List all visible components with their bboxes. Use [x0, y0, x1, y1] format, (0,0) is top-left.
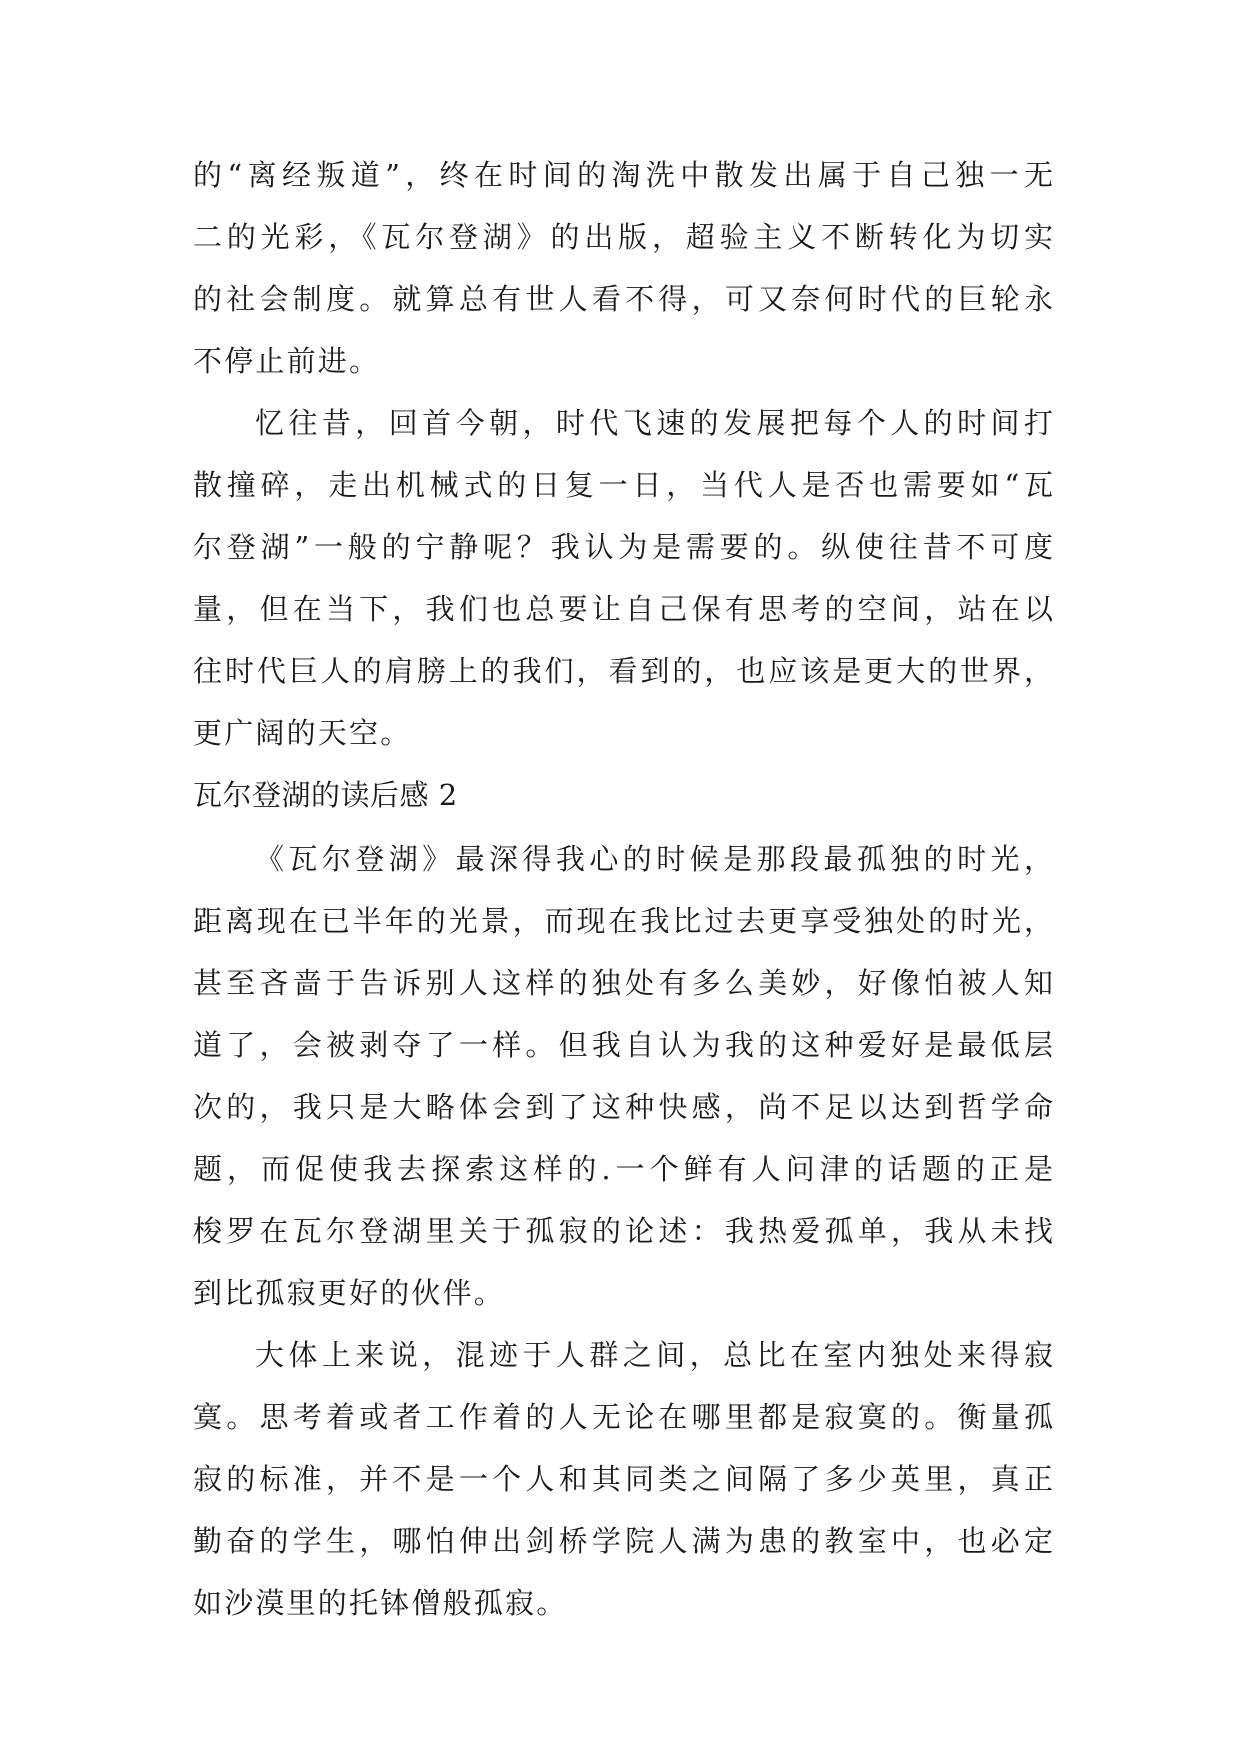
paragraph-2-line-4: 量，但在当下，我们也总要让自己保有思考的空间，站在以: [193, 592, 1053, 626]
paragraph-4-line-4: 勤奋的学生，哪怕伸出剑桥学院人满为患的教室中，也必定: [193, 1524, 1053, 1558]
paragraph-3-line-4: 道了，会被剥夺了一样。但我自认为我的这种爱好是最低层: [193, 1028, 1053, 1062]
paragraph-1-line-2: 二的光彩，《瓦尔登湖》的出版，超验主义不断转化为切实: [193, 220, 1053, 254]
paragraph-2-line-1: 忆往昔，回首今朝，时代飞速的发展把每个人的时间打: [255, 406, 1053, 440]
paragraph-1-line-4: 不停止前进。: [193, 344, 381, 378]
paragraph-3-line-7: 梭罗在瓦尔登湖里关于孤寂的论述：我热爱孤单，我从未找: [193, 1214, 1053, 1248]
paragraph-3-line-1: 《瓦尔登湖》最深得我心的时候是那段最孤独的时光，: [255, 842, 1053, 876]
paragraph-3-line-8: 到比孤寂更好的伙伴。: [193, 1276, 506, 1310]
paragraph-2-line-2: 散撞碎，走出机械式的日复一日，当代人是否也需要如“瓦: [193, 468, 1053, 502]
paragraph-1-line-1: 的“离经叛道”，终在时间的淘洗中散发出属于自己独一无: [193, 158, 1053, 192]
paragraph-1-line-3: 的社会制度。就算总有世人看不得，可又奈何时代的巨轮永: [193, 282, 1053, 316]
paragraph-2-line-5: 往时代巨人的肩膀上的我们，看到的，也应该是更大的世界，: [193, 654, 1053, 688]
paragraph-4-line-3: 寂的标准，并不是一个人和其同类之间隔了多少英里，真正: [193, 1462, 1053, 1496]
paragraph-4-line-5: 如沙漠里的托钵僧般孤寂。: [193, 1586, 568, 1620]
paragraph-2-line-6: 更广阔的天空。: [193, 716, 412, 750]
paragraph-4-line-2: 寞。思考着或者工作着的人无论在哪里都是寂寞的。衡量孤: [193, 1400, 1053, 1434]
section-heading: 瓦尔登湖的读后感 2: [193, 778, 458, 812]
paragraph-3-line-3: 甚至吝啬于告诉别人这样的独处有多么美妙，好像怕被人知: [193, 966, 1053, 1000]
paragraph-2-line-3: 尔登湖”一般的宁静呢？我认为是需要的。纵使往昔不可度: [193, 530, 1053, 564]
document-page: [193, 160, 1053, 1619]
paragraph-3-line-2: 距离现在已半年的光景，而现在我比过去更享受独处的时光，: [193, 904, 1053, 938]
paragraph-4-line-1: 大体上来说，混迹于人群之间，总比在室内独处来得寂: [255, 1338, 1053, 1372]
paragraph-3-line-6: 题，而促使我去探索这样的.一个鲜有人问津的话题的正是: [193, 1152, 1053, 1186]
paragraph-3-line-5: 次的，我只是大略体会到了这种快感，尚不足以达到哲学命: [193, 1090, 1053, 1124]
